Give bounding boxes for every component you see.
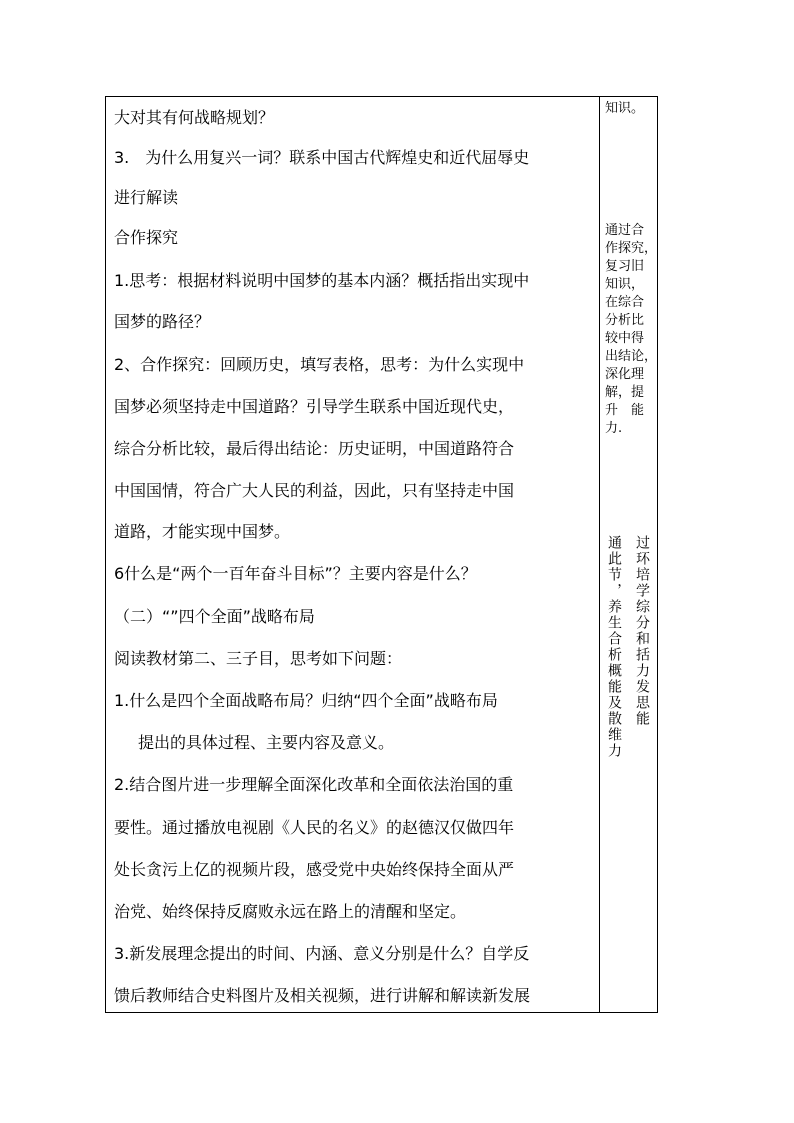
text-line: 3. 为什么用复兴一词？联系中国古代辉煌史和近代屈辱史 [114,148,530,167]
text-line: 馈后教师结合史料图片及相关视频，进行讲解和解读新发展 [114,986,531,1005]
side-note-line: 升 能 [605,403,645,418]
text-line: 合作探究 [114,228,179,247]
side-note-line: 通过合 [605,223,645,238]
vertical-note-column: 通此节，养生合析概能及散维力 [606,535,622,759]
text-line: 2.结合图片进一步理解全面深化改革和全面依法治国的重 [114,775,514,794]
text-line: 要性。通过播放电视剧《人民的名义》的赵德汉仅做四年 [114,818,515,837]
side-note-line: 较中得 [605,331,645,346]
text-line: 国梦的路径？ [114,312,211,331]
text-line: 国梦必须坚持走中国道路？引导学生联系中国近现代史， [114,397,515,416]
text-line: 道路，才能实现中国梦。 [114,522,291,541]
side-note-line: 出结论， [605,349,658,364]
text-line: 进行解读 [114,188,179,207]
text-line: 大对其有何战略规划？ [114,108,275,127]
text-line: 2、合作探究：回顾历史，填写表格，思考：为什么实现中 [114,355,525,374]
side-note-line: 在综合 [605,295,645,310]
side-note-line: 作探究， [605,241,658,256]
side-note-line: 分析比 [605,313,645,328]
text-line: 处长贪污上亿的视频片段，感受党中央始终保持全面从严 [114,860,515,879]
text-line: 6什么是“两个一百年奋斗目标”？主要内容是什么？ [114,564,477,583]
text-line: 3.新发展理念提出的时间、内涵、意义分别是什么？自学反 [114,944,530,963]
side-note-line: 力. [605,421,623,436]
side-note-line: 复习旧 [605,259,645,274]
side-note-line: 解，提 [605,385,645,400]
text-line: 中国国情，符合广大人民的利益，因此，只有坚持走中国 [114,481,515,500]
text-line: （二）“”四个全面”战略布局 [114,607,315,626]
vertical-note-column: 过环培学综分和括力发思能 [634,535,650,727]
side-note-top: 知识。 [605,101,645,116]
text-line: 阅读教材第二、三子目，思考如下问题： [114,649,403,668]
text-line: 1.思考：根据材料说明中国梦的基本内涵？概括指出实现中 [114,271,530,290]
vertical-note [605,535,655,805]
text-line: 治党、始终保持反腐败永远在路上的清醒和坚定。 [114,902,467,921]
column-divider [599,97,600,1012]
side-note-line: 知识， [605,277,645,292]
side-note-line: 深化理 [605,367,645,382]
lesson-table [105,96,658,1013]
text-line: 综合分析比较，最后得出结论：历史证明，中国道路符合 [114,439,515,458]
text-line: 提出的具体过程、主要内容及意义。 [138,733,395,752]
text-line: 1.什么是四个全面战略布局？归纳“四个全面”战略布局 [114,691,498,710]
